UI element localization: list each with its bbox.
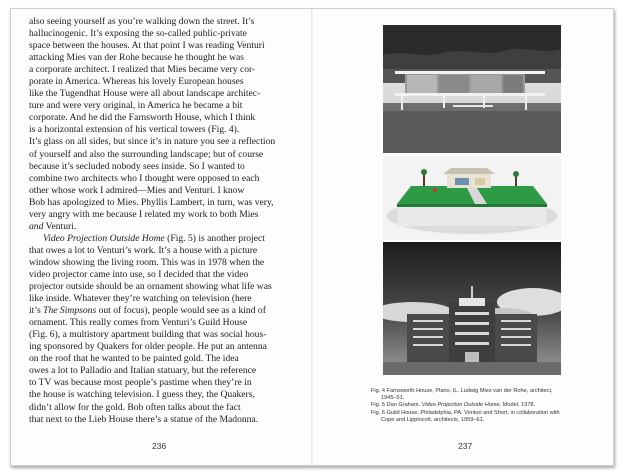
caption-line: Cope and Lippincott, architects, 1959–61. — [381, 416, 485, 423]
page-number: 236 — [152, 441, 167, 451]
italic-title: The Simpsons — [43, 305, 97, 317]
text-line: ture and were very original, in America he became a bit — [29, 100, 243, 112]
text-line: hallucinogenic. It’s exposing the so-called public-private — [29, 28, 247, 40]
italic-title: and — [29, 220, 44, 232]
text-line: like inside. Whatever they’re watching on television (here — [29, 293, 252, 305]
text-line: ornament. This really comes from Venturi’s Guild House — [29, 317, 248, 329]
text-line: the house is watching television. I guess they, the Quakers, — [29, 389, 255, 401]
text-line: like the Tugendhat House were all about landscape architec- — [29, 88, 261, 100]
text-line: also seeing yourself as you’re walking down the street. It’s — [29, 16, 255, 27]
text-line: owes a lot to Palladio and Italian statuary, but the reference — [29, 365, 257, 377]
figure-captions — [371, 388, 571, 424]
text-line: ing sponsored by Quakers for older people. He put an antenna — [29, 341, 267, 353]
text-line: didn’t allow for the gold. Bob often talks about the fact — [29, 401, 241, 413]
text-line: is a horizontal extension of his vertical towers (Fig. 4). — [29, 124, 240, 136]
caption-line: Fig. 6 Guild House, Philadelphia, PA. Venturi and Short, in collaboration with — [371, 409, 560, 416]
text-line: of yourself and also the surrounding landscape; but of course — [29, 148, 264, 160]
guild-house-photo — [383, 242, 561, 375]
video-projection-model-photo — [383, 156, 561, 240]
text-line: to TV was because most people’s pastime when they’re in — [29, 377, 252, 389]
text-line: video projector came into use, so I decided that the video — [29, 268, 249, 280]
caption-line: Fig. 4 Farnsworth House, Plano, IL. Ludwig Mies van der Rohe, architect, — [371, 388, 553, 394]
text-line: attacking Mies van der Rohe because he thought he was — [29, 52, 244, 64]
page-number: 237 — [458, 441, 473, 451]
text-line: corporate. And he did the Farnsworth House, which I think — [29, 112, 256, 124]
caption-line: 1945–51. — [381, 395, 405, 402]
text-line: and Venturi. — [29, 220, 77, 232]
text-line: porate in America. Whereas his lovely European houses — [29, 76, 244, 88]
text-line: Video Projection Outside Home (Fig. 5) is another project — [43, 232, 265, 244]
left-page — [11, 9, 311, 465]
text-line: that next to the Lieb House there’s a statue of the Madonna. — [29, 413, 259, 425]
text-line: It’s glass on all sides, but since it’s in nature you see a reflection — [29, 136, 276, 148]
text-line: projector outside should be an ornament showing what life was — [29, 281, 272, 293]
text-line: because it’s secluded nobody sees inside. So I wanted to — [29, 160, 245, 172]
text-line: space between the houses. At that point I was reading Venturi — [29, 40, 265, 52]
text-line: it’s The Simpsons out of focus), people would see as a kind of — [29, 305, 266, 317]
text-line: other whose work I admired—Mies and Venturi. I know — [29, 184, 245, 196]
italic-title: Video Projection Outside Home — [43, 232, 165, 244]
text-line: on the roof that he wanted to be painted gold. The idea — [29, 353, 239, 365]
caption-line: Fig. 5 Dan Graham. Video Projection Outside Home. Model, 1978. — [371, 402, 536, 409]
text-line: Bob has apologized to Mies. Phyllis Lambert, in turn, was very, — [29, 196, 274, 208]
right-page — [313, 9, 613, 465]
text-line: very angry with me because I related my work to both Mies — [29, 208, 259, 220]
text-line: (Fig. 6), a multistory apartment building that was social hous- — [29, 329, 267, 341]
farnsworth-house-photo — [383, 25, 561, 153]
text-line: combine two architects who I thought were opposed to each — [29, 172, 260, 184]
text-line: window showing the living room. This was in 1978 when the — [29, 256, 265, 268]
text-line: that owes a lot to Venturi’s work. It’s a house with a picture — [29, 244, 258, 256]
book-spread — [10, 8, 614, 466]
body-text — [29, 16, 301, 426]
text-line: a corporate architect. I realized that Mies became very cor- — [29, 64, 256, 76]
italic-title: Video Projection Outside Home — [421, 402, 500, 409]
